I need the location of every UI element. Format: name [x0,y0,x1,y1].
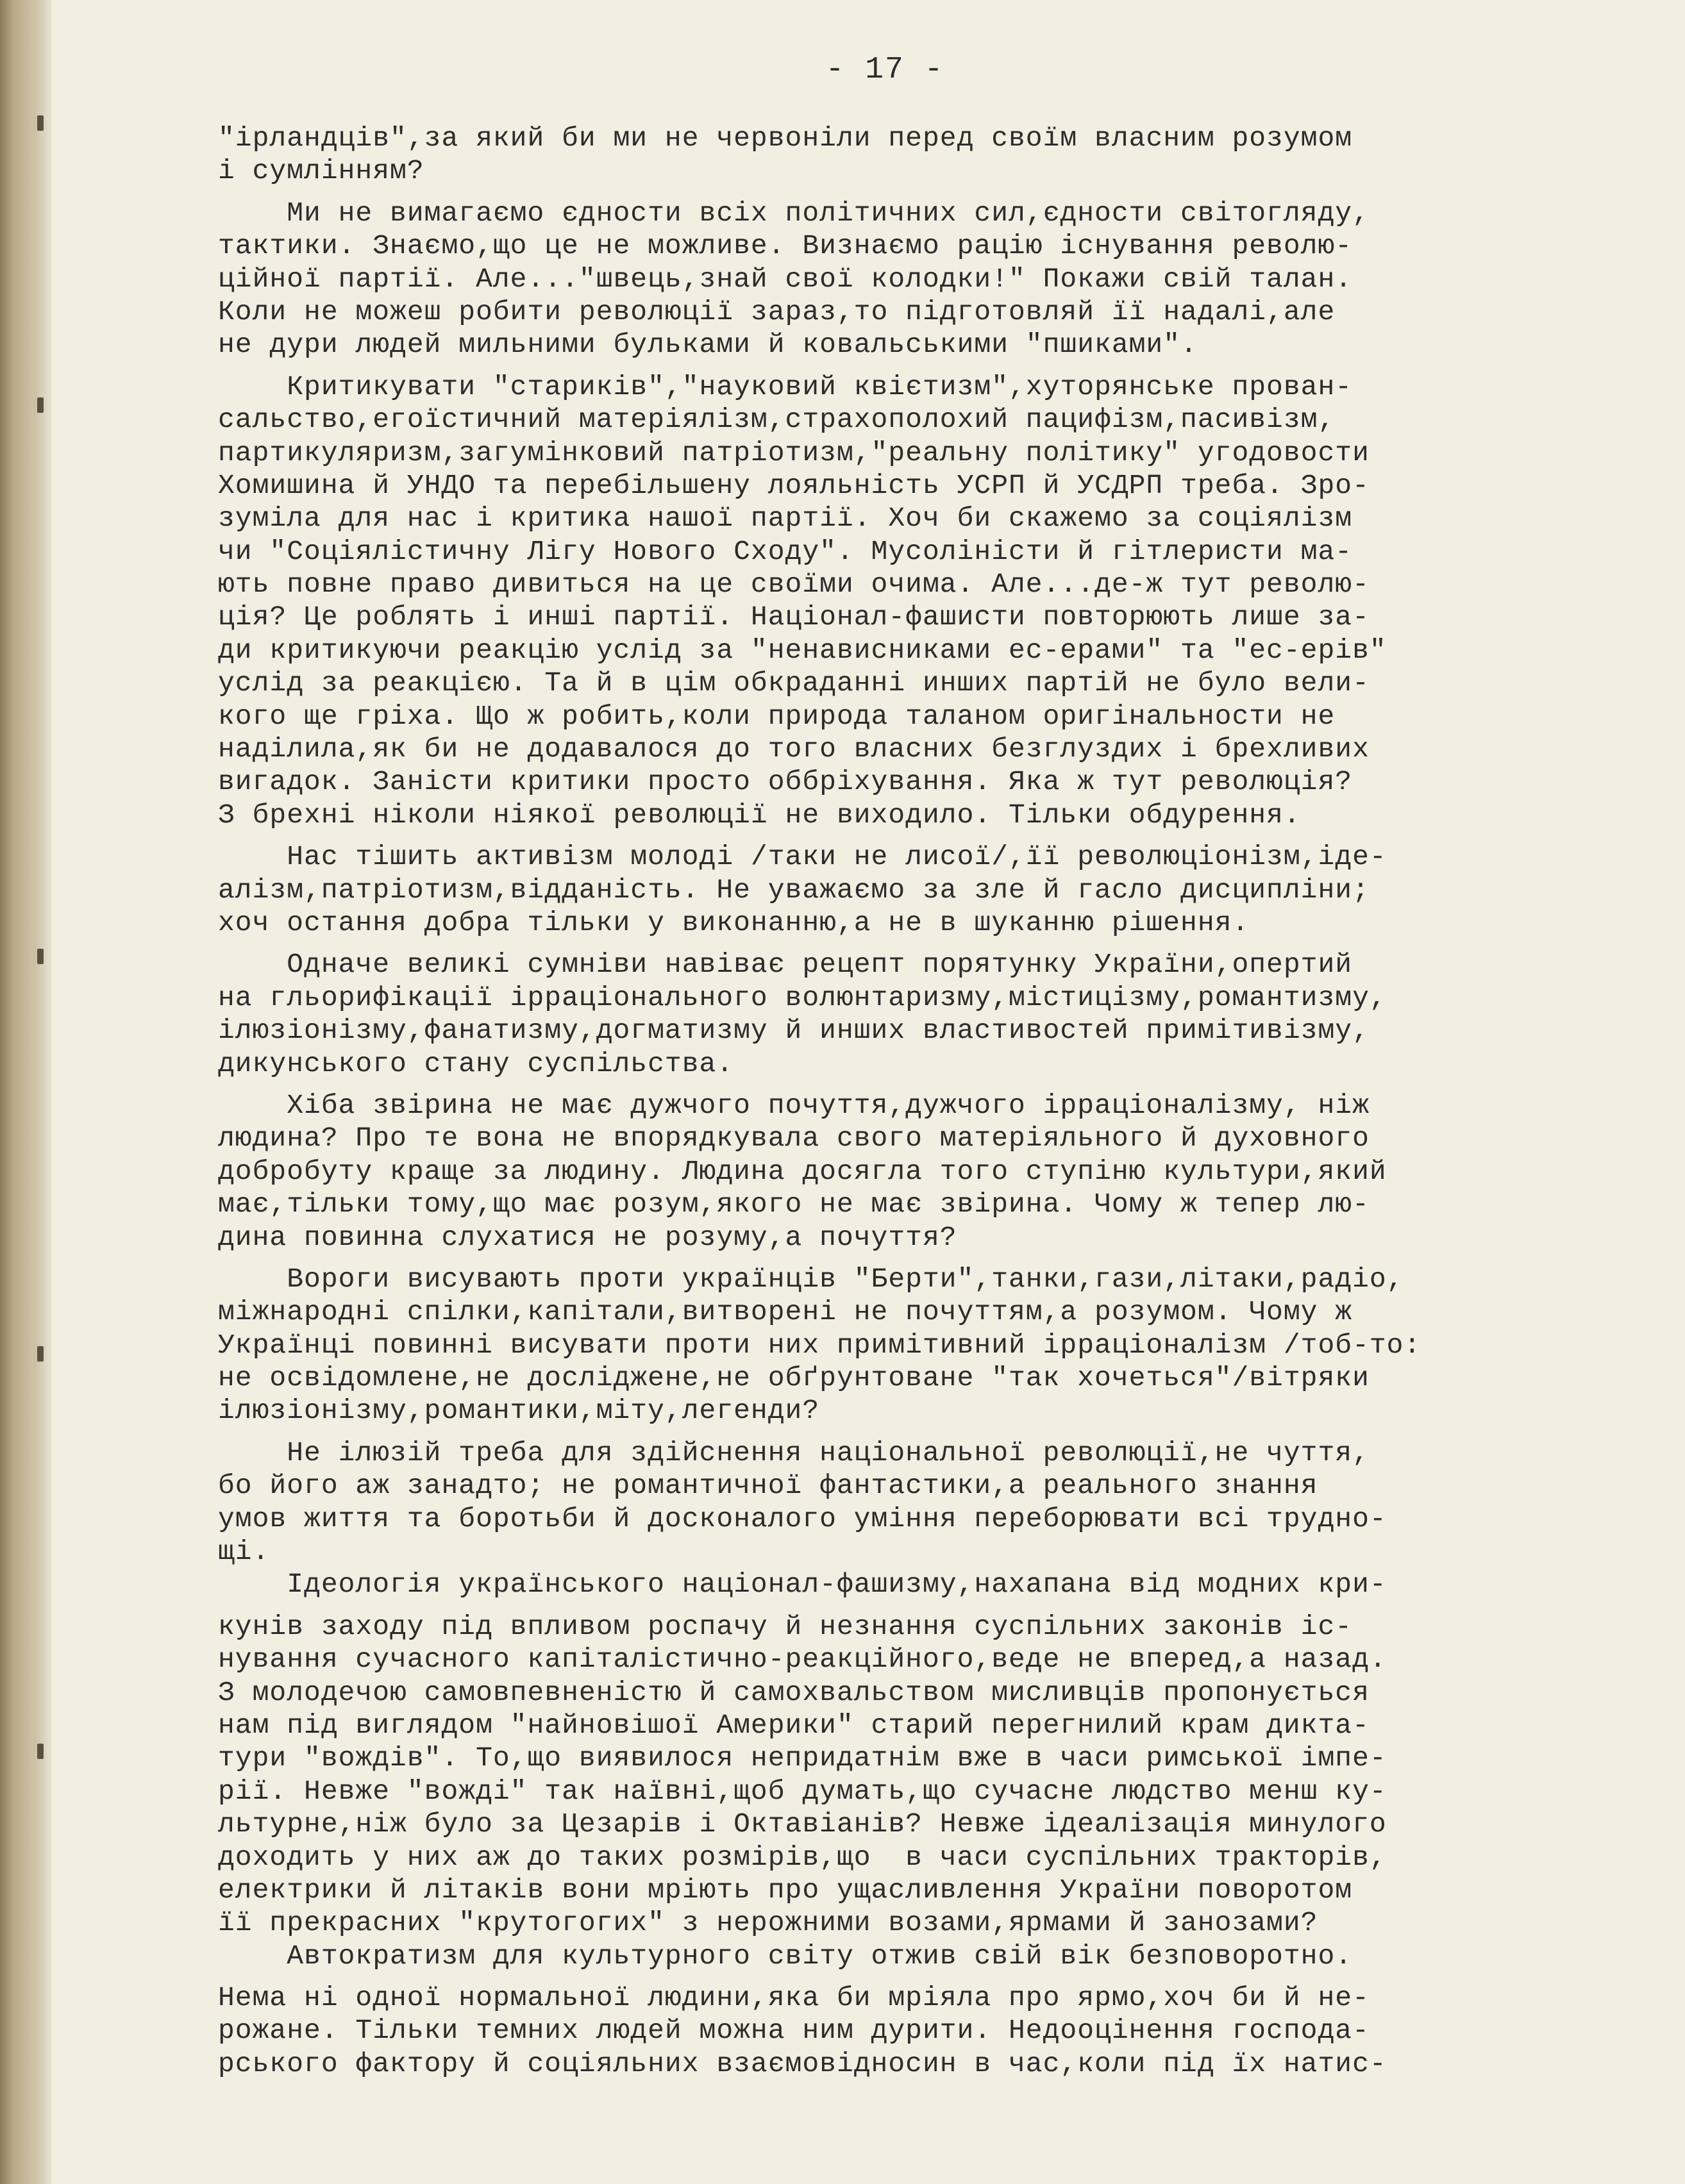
binding-mark [37,949,44,964]
text-line: сальство,егоїстичний матеріялізм,страхополохий пацифізм,пасивізм, [218,404,1336,436]
text-line: Критикувати "стариків","науковий квієтизм",хуторянське прован- [218,371,1353,403]
text-line: Хіба звірина не має дужчого почуття,дужчого ірраціоналізму, ніж [218,1089,1370,1121]
text-line: Нас тішить активізм молоді /таки не лисої/,її революціонізм,іде- [218,841,1387,873]
text-line: чи "Соціялістичну Лігу Нового Сходу". Мусоліністи й гітлеристи ма- [218,535,1353,567]
text-line: рського фактору й соціяльних взаємовідносин в час,коли під їх натис- [218,2047,1387,2080]
text-line: рії. Невже "вожді" так наївні,щоб думать,що сучасне людство менш ку- [218,1775,1387,1807]
text-line: має,тільки тому,що має розум,якого не має звірина. Чому ж тепер лю- [218,1188,1370,1221]
text-line: міжнародні спілки,капітали,витворені не почуттям,а розумом. Чому ж [218,1296,1353,1328]
text-line: Ідеологія українського націонал-фашизму,нахапана від модних кри- [218,1569,1387,1601]
text-line: людина? Про те вона не впорядкувала свого матеріяльного й духовного [218,1122,1370,1155]
text-line: щі. [218,1536,270,1568]
text-line: електрики й літаків вони мріють про ущасливлення України поворотом [218,1874,1353,1906]
text-line: алізм,патріотизм,відданість. Не уважаємо за зле й гасло дисципліни; [218,874,1370,906]
text-line: тактики. Знаємо,що це не можливе. Визнаємо рацію існування револю- [218,230,1353,262]
text-line: Коли не можеш робити революції зараз,то підготовляй її надалі,але [218,296,1336,328]
text-line: партикуляризм,загумінковий патріотизм,"реальну політику" угодовости [218,437,1370,469]
text-line: З молодечою самовпевненістю й самохвальством мисливців пропонується [218,1676,1370,1708]
text-line: не дури людей мильними бульками й ковальськими "пшиками". [218,329,1198,361]
text-line: ція? Це роблять і инші партії. Націонал-фашисти повторюють лише за- [218,601,1370,633]
text-line: Не ілюзій треба для здійснення національної революції,не чуття, [218,1437,1370,1469]
text-line: льтурне,ніж було за Цезарів і Октавіанів? Невже ідеалізація минулого [218,1808,1387,1840]
text-line: зуміла для нас і критика нашої партії. Хоч би скажемо за соціялізм [218,503,1353,535]
text-line: ілюзіонізму,романтики,міту,легенди? [218,1395,820,1427]
text-line: нування сучасного капіталістично-реакційного,веде не вперед,а назад. [218,1644,1387,1676]
text-line: не освідомлене,не досліджене,не обґрунтоване "так хочеться"/вітряки [218,1362,1370,1394]
text-line: на гльорифікації ірраціонального волюнтаризму,містицізму,романтизму, [218,981,1387,1013]
text-line: Українці повинні висувати проти них примітивний ірраціоналізм /тоб-то: [218,1329,1421,1361]
text-line: тури "вождів". То,що виявилося непридатнім вже в часи римської імпе- [218,1742,1387,1774]
text-line: Автократизм для культурного світу отжив свій вік безповоротно. [218,1940,1353,1972]
text-line: наділила,як би не додавалося до того власних безглуздих і брехливих [218,733,1370,765]
binding-mark [37,115,44,131]
text-line: ційної партії. Але..."швець,знай свої колодки!" Покажи свій талан. [218,263,1353,295]
text-line: доходить у них аж до таких розмірів,що в часи суспільних тракторів, [218,1841,1387,1873]
text-line: ди критикуючи реакцію услід за "ненависниками ес-ерами" та "ес-ерів" [218,634,1387,666]
text-line: Ми не вимагаємо єдности всіх політичних сил,єдности світогляду, [218,197,1370,229]
text-line: хоч остання добра тільки у виконанню,а не в шуканню рішення. [218,906,1250,938]
text-line: услід за реакцією. Та й в цім обкраданні инших партій не було вели- [218,667,1370,699]
text-line: Одначе великі сумніви навіває рецепт порятунку України,опертий [218,949,1353,981]
text-line: Нема ні одної нормальної людини,яка би мріяла про ярмо,хоч би й не- [218,1982,1370,2014]
text-line: З брехні ніколи ніякої революції не виходило. Тільки обдурення. [218,799,1301,831]
text-line: рожане. Тільки темних людей можна ним дурити. Недооцінення господа- [218,2015,1370,2047]
binding-mark [37,1346,44,1362]
text-line: дикунського стану суспільства. [218,1047,734,1079]
text-line: кого ще гріха. Що ж робить,коли природа таланом оригінальности не [218,700,1336,732]
text-line: умов життя та боротьби й досконалого уміння переборювати всі трудно- [218,1503,1387,1535]
binding-shadow [33,0,51,2184]
text-line: кунів заходу під впливом роспачу й незнання суспільних законів іс- [218,1610,1353,1642]
text-line: її прекрасних "крутогогих" з нерожними возами,ярмами й занозами? [218,1907,1318,1939]
text-line: і сумлінням? [218,155,424,187]
text-line: ють повне право дивиться на це своїми очима. Але...де-ж тут револю- [218,569,1370,601]
text-line: вигадок. Заністи критики просто оббріхування. Яка ж тут революція? [218,766,1353,798]
text-line: бо його аж занадто; не романтичної фантастики,а реального знання [218,1470,1318,1502]
text-line: дина повинна слухатися не розуму,а почуття? [218,1221,957,1253]
typewritten-text-body [218,122,1526,2080]
binding-strip [0,0,33,2184]
text-line: Вороги висувають проти українців "Берти",танки,гази,літаки,радіо, [218,1263,1404,1295]
binding-mark [37,1744,44,1759]
binding-mark [37,397,44,413]
text-line: ілюзіонізму,фанатизму,догматизму й инших властивостей примітивізму, [218,1015,1370,1047]
text-line: Хомишина й УНДО та перебільшену лояльність УСРП й УСДРП треба. Зро- [218,469,1370,501]
text-line: нам під виглядом "найновішої Америки" старий перегнилий крам дикта- [218,1709,1370,1741]
page-number: - 17 - [825,53,944,87]
text-line: "ірландців",за який би ми не червоніли перед своїм власним розумом [218,122,1353,154]
text-line: добробуту краще за людину. Людина досягла того ступіню культури,який [218,1155,1387,1187]
